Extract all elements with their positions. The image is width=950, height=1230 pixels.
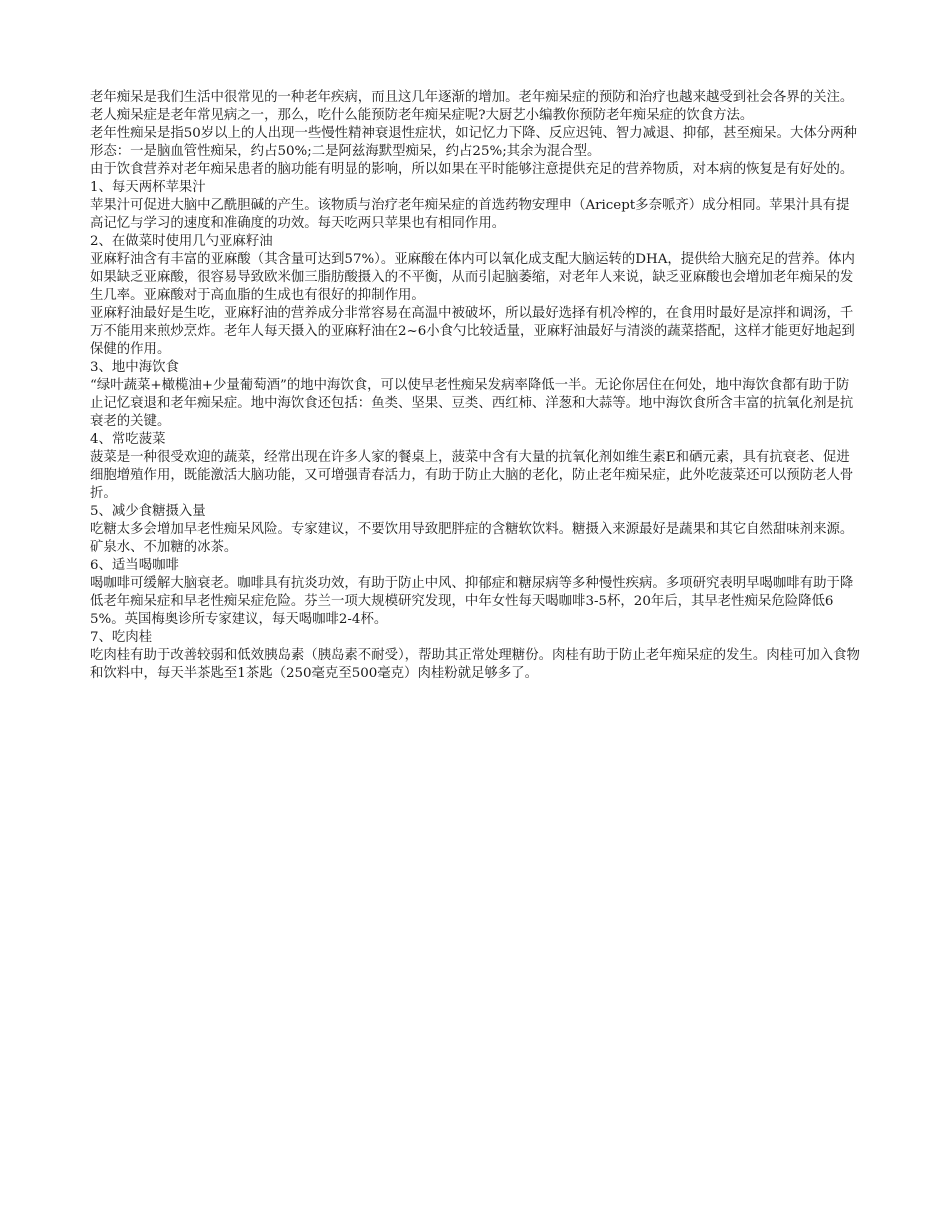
section-heading-sugar: 5、减少食糖摄入量	[90, 504, 206, 519]
sugar-paragraph: 吃糖太多会增加早老性痴呆风险。专家建议，不要饮用导致肥胖症的含糖软饮料。糖摄入来源最好是蔬果和其它自然甜味剂来源。矿泉水、不加糖的冰茶。	[90, 522, 854, 555]
definition-paragraph: 老年性痴呆是指50岁以上的人出现一些慢性精神衰退性症状，如记忆力下降、反应迟钝、智力减退、抑郁，甚至痴呆。大体分两种形态：一是脑血管性痴呆，约占50%;二是阿兹海默型痴呆，约占25%;其余为混合型。	[90, 126, 857, 159]
section-heading-spinach: 4、常吃菠菜	[90, 432, 166, 447]
intro-paragraph: 老年痴呆是我们生活中很常见的一种老年疾病，而且这几年逐渐的增加。老年痴呆症的预防和治疗也越来越受到社会各界的关注。老人痴呆症是老年常见病之一，那么，吃什么能预防老年痴呆症呢?大厨艺小编教你预防老年痴呆症的饮食方法。	[90, 90, 854, 123]
document-body	[90, 89, 862, 683]
mediterranean-diet-paragraph: “绿叶蔬菜+橄榄油+少量葡萄酒”的地中海饮食，可以使早老性痴呆发病率降低一半。无论你居住在何处，地中海饮食都有助于防止记忆衰退和老年痴呆症。地中海饮食还包括：鱼类、坚果、豆类、西红柿、洋葱和大蒜等。地中海饮食所含丰富的抗氧化剂是抗衰老的关键。	[90, 378, 854, 429]
section-heading-cinnamon: 7、吃肉桂	[90, 630, 153, 645]
apple-juice-paragraph: 苹果汁可促进大脑中乙酰胆碱的产生。该物质与治疗老年痴呆症的首选药物安理申（Aricept多奈哌齐）成分相同。苹果汁具有提高记忆与学习的速度和准确度的功效。每天吃两只苹果也有相同作用。	[90, 198, 850, 231]
section-heading-apple-juice: 1、每天两杯苹果汁	[90, 180, 206, 195]
nutrition-paragraph: 由于饮食营养对老年痴呆患者的脑功能有明显的影响，所以如果在平时能够注意提供充足的营养物质，对本病的恢复是有好处的。	[90, 162, 854, 177]
flaxseed-oil-paragraph-2: 亚麻籽油最好是生吃，亚麻籽油的营养成分非常容易在高温中被破坏，所以最好选择有机冷榨的，在食用时最好是凉拌和调汤，千万不能用来煎炒烹炸。老年人每天摄入的亚麻籽油在2~6小食勺比较适量，亚麻籽油最好与清淡的蔬菜搭配，这样才能更好地起到保健的作用。	[90, 306, 855, 357]
flaxseed-oil-paragraph-1: 亚麻籽油含有丰富的亚麻酸（其含量可达到57%）。亚麻酸在体内可以氧化成支配大脑运转的DHA，提供给大脑充足的营养。体内如果缺乏亚麻酸，很容易导致欧米伽三脂肪酸摄入的不平衡，从而引起脑萎缩，对老年人来说，缺乏亚麻酸也会增加老年痴呆的发生几率。亚麻酸对于高血脂的生成也有很好的抑制作用。	[90, 252, 855, 303]
spinach-paragraph: 菠菜是一种很受欢迎的蔬菜，经常出现在许多人家的餐桌上，菠菜中含有大量的抗氧化剂如维生素E和硒元素，具有抗衰老、促进细胞增殖作用，既能激活大脑功能，又可增强青春活力，有助于防止大脑的老化，防止老年痴呆症，此外吃菠菜还可以预防老人骨折。	[90, 450, 854, 501]
section-heading-coffee: 6、适当喝咖啡	[90, 558, 179, 573]
section-heading-flaxseed-oil: 2、在做菜时使用几勺亚麻籽油	[90, 234, 273, 249]
coffee-paragraph: 喝咖啡可缓解大脑衰老。咖啡具有抗炎功效，有助于防止中风、抑郁症和糖尿病等多种慢性疾病。多项研究表明早喝咖啡有助于降低老年痴呆症和早老性痴呆症危险。芬兰一项大规模研究发现，中年女性每天喝咖啡3-5杯，20年后，其早老性痴呆危险降低65%。英国梅奥诊所专家建议，每天喝咖啡2-4杯。	[90, 576, 854, 627]
cinnamon-paragraph: 吃肉桂有助于改善较弱和低效胰岛素（胰岛素不耐受），帮助其正常处理糖份。肉桂有助于防止老年痴呆症的发生。肉桂可加入食物和饮料中，每天半茶匙至1茶匙（250毫克至500毫克）肉桂粉就足够多了。	[90, 648, 860, 681]
section-heading-mediterranean-diet: 3、地中海饮食	[90, 360, 179, 375]
